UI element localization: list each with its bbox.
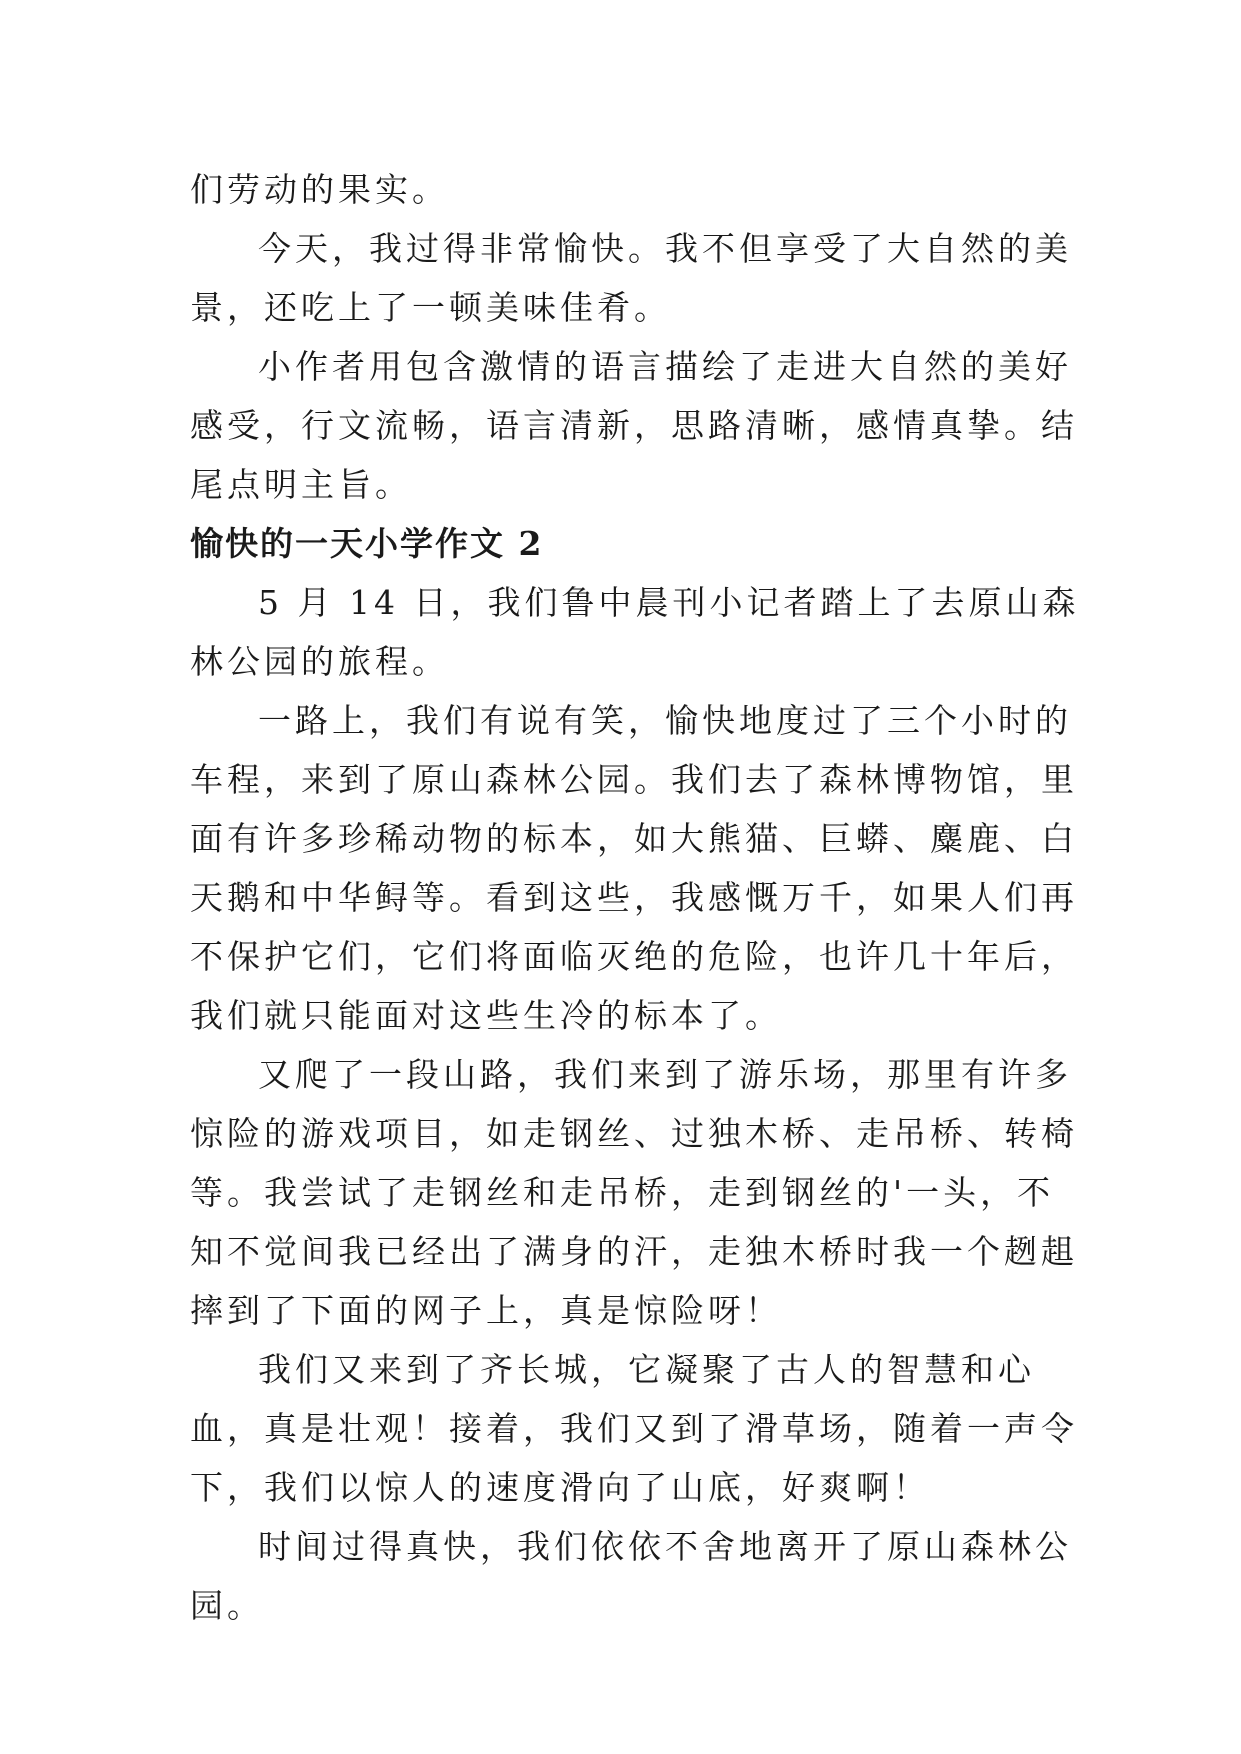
essay-heading: 愉快的一天小学作文 2	[190, 524, 544, 563]
paragraph-continuation: 们劳动的果实。	[190, 170, 449, 209]
paragraph-great-wall: 我们又来到了齐长城，它凝聚了古人的智慧和心血，真是壮观！接着，我们又到了滑草场，随着一声令下，我们以惊人的速度滑向了山底，好爽啊！	[190, 1350, 1078, 1507]
paragraph-museum: 一路上，我们有说有笑，愉快地度过了三个小时的车程，来到了原山森林公园。我们去了森林博物馆，里面有许多珍稀动物的标本，如大熊猫、巨蟒、麋鹿、白天鹅和中华鲟等。看到这些，我感慨万千，如果人们再不保护它们，它们将面临灭绝的危险，也许几十年后，我们就只能面对这些生冷的标本了。	[190, 701, 1078, 1035]
paragraph-summary: 今天，我过得非常愉快。我不但享受了大自然的美景，还吃上了一顿美味佳肴。	[190, 229, 1072, 327]
paragraph-date: 5 月 14 日，我们鲁中晨刊小记者踏上了去原山森林公园的旅程。	[190, 583, 1080, 681]
paragraph-playground: 又爬了一段山路，我们来到了游乐场，那里有许多惊险的游戏项目，如走钢丝、过独木桥、走吊桥、转椅等。我尝试了走钢丝和走吊桥，走到钢丝的'一头，不知不觉间我已经出了满身的汗，走独木桥时我一个趔趄摔到了下面的网子上，真是惊险呀！	[190, 1055, 1078, 1330]
document-body	[190, 160, 1080, 1635]
paragraph-ending: 时间过得真快，我们依依不舍地离开了原山森林公园。	[190, 1527, 1072, 1625]
paragraph-comment: 小作者用包含激情的语言描绘了走进大自然的美好感受，行文流畅，语言清新，思路清晰，感情真挚。结尾点明主旨。	[190, 347, 1078, 504]
